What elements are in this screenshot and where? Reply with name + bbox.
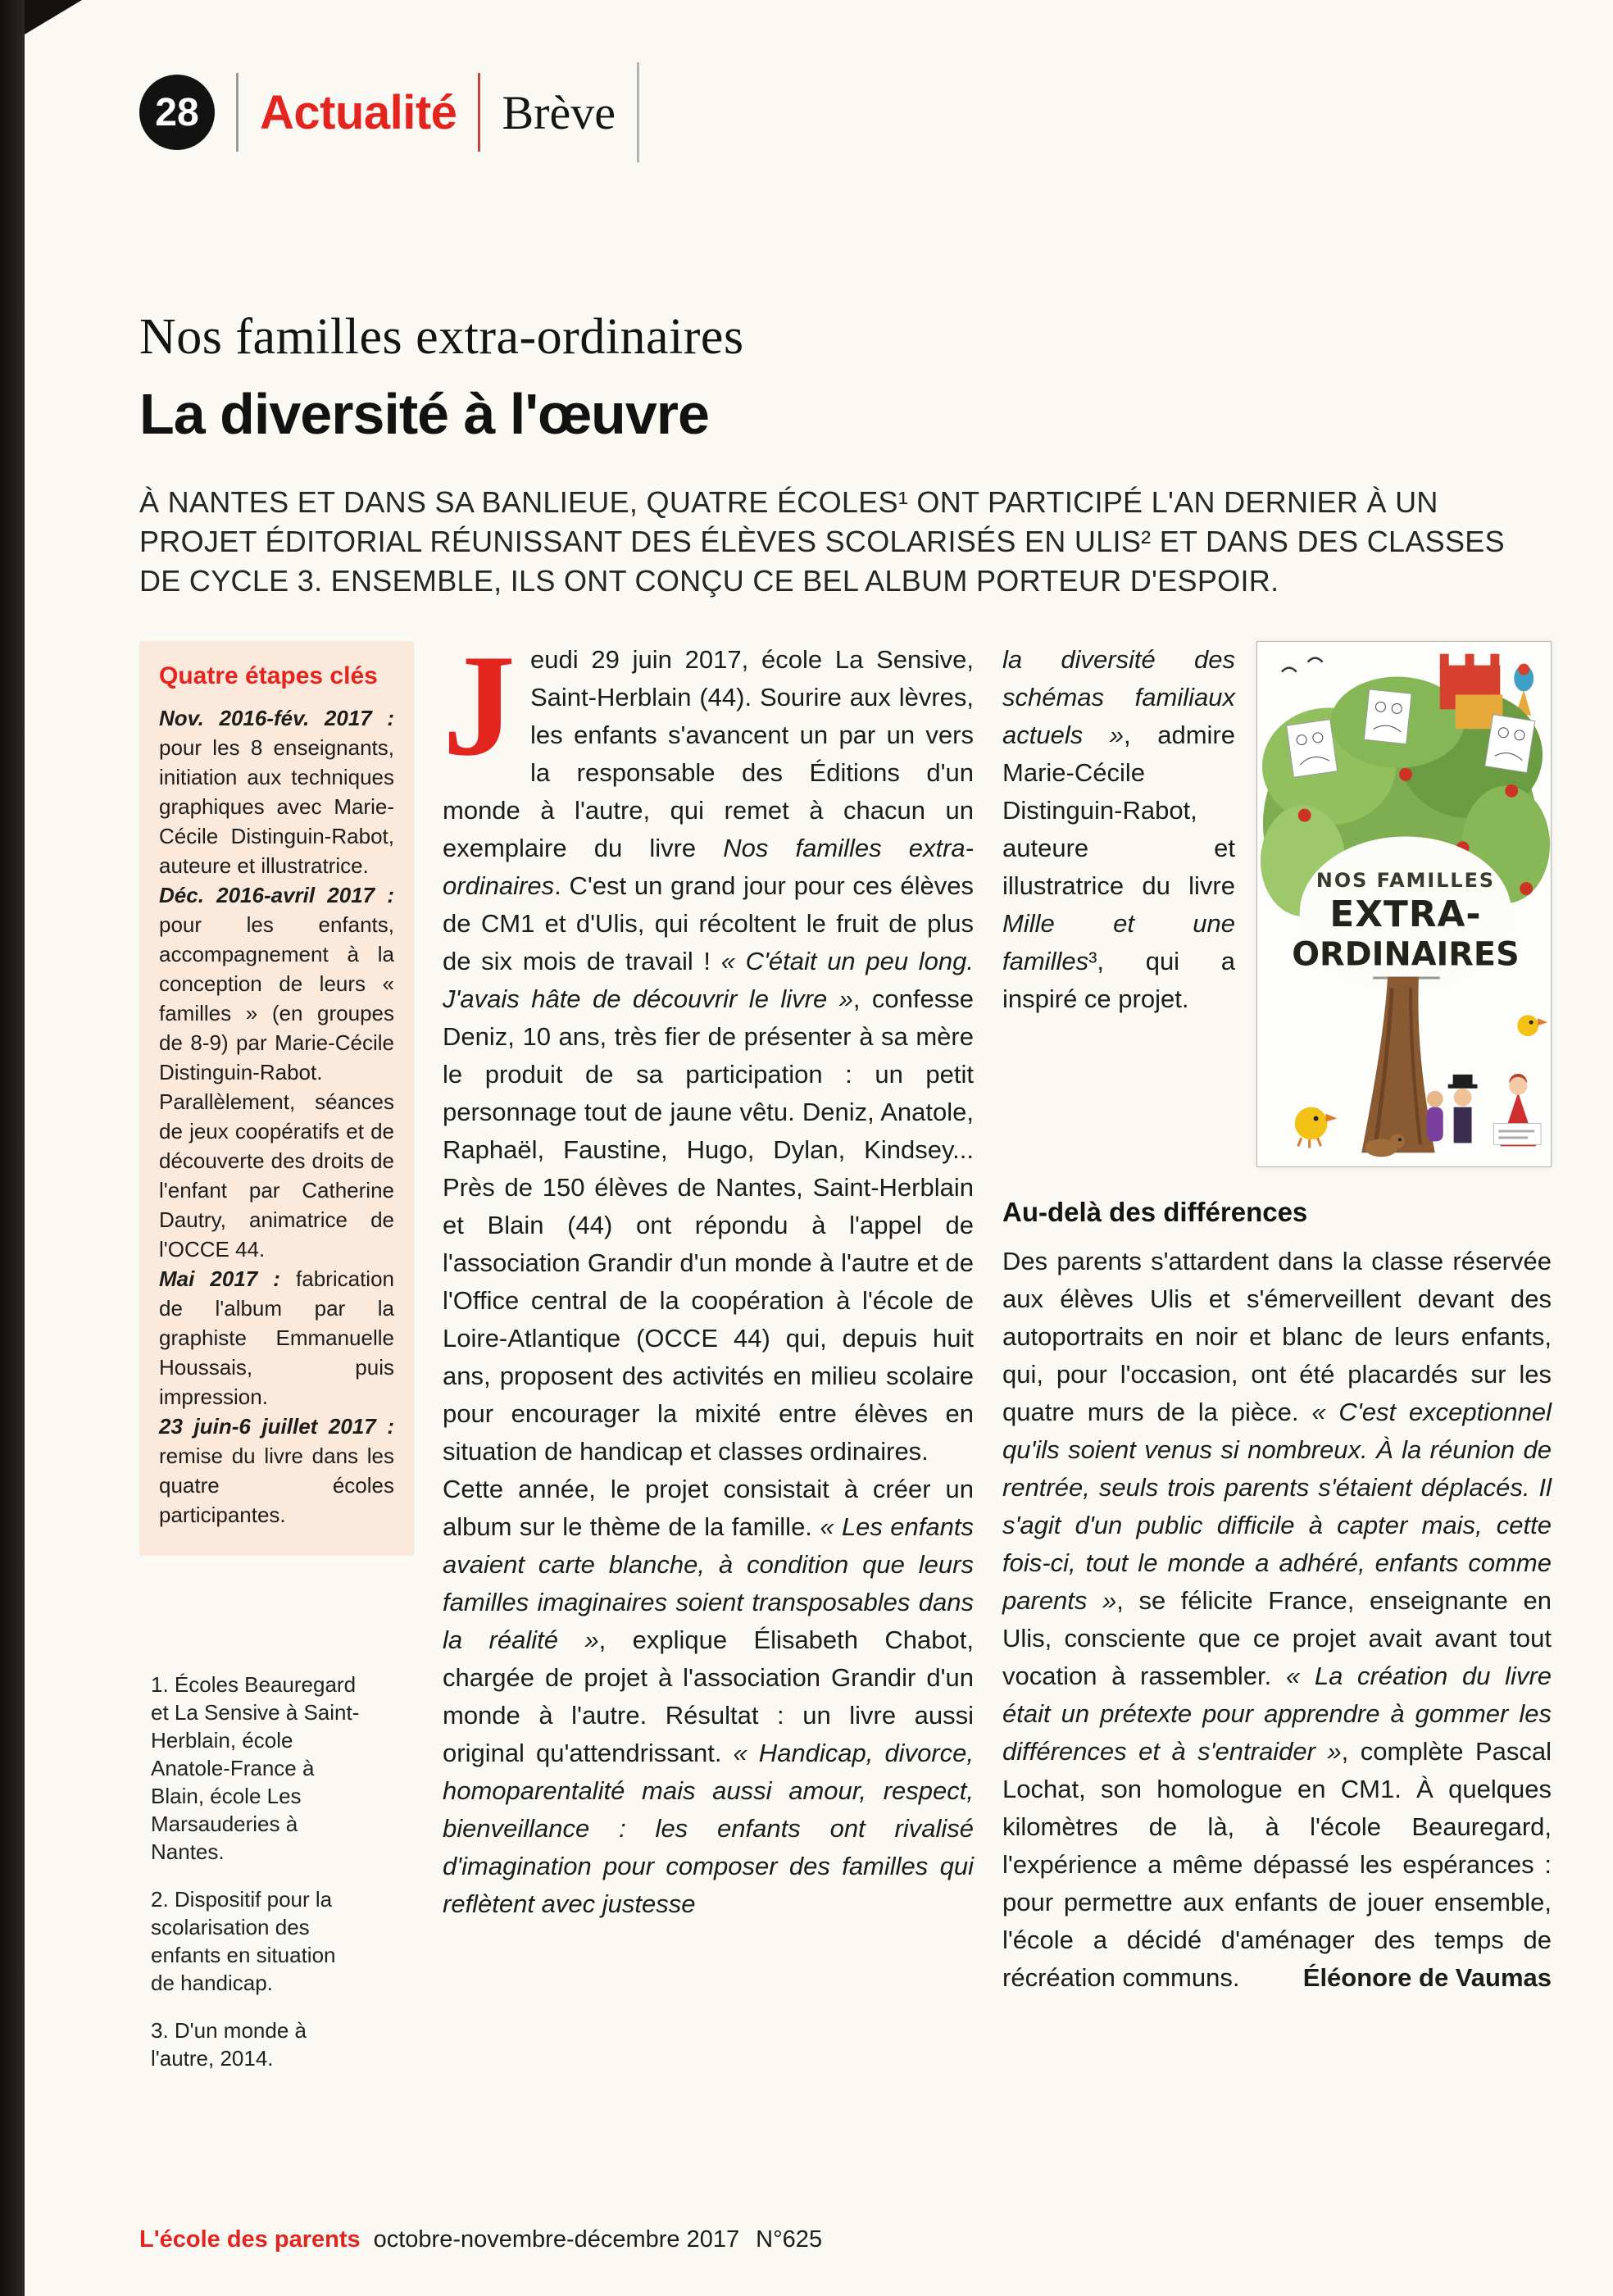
paragraph-text: la diversité des schémas familiaux actuels », admire Marie-Cécile Distinguin-Rabot, auteure et illustratrice du livre Mille et une familles³, qui a inspiré ce projet. xyxy=(1002,644,1235,1013)
footnote-2: 2. Dispositif pour la scolarisation des enfants en situation de handicap. xyxy=(151,1886,336,1995)
step-date-label: Mai 2017 : xyxy=(159,1266,280,1291)
page-header xyxy=(139,62,1552,162)
magazine-name: L'école des parents xyxy=(139,2226,361,2253)
continuation-column xyxy=(1002,641,1235,1167)
step-text: fabrication de l'album par la graphiste Emmanuelle Houssais, puis impression. xyxy=(159,1266,394,1409)
body-paragraph-continuation xyxy=(1002,641,1235,1018)
book-cover xyxy=(1256,641,1552,1167)
page-footer xyxy=(139,2226,822,2253)
purple-figure-icon xyxy=(1427,1090,1443,1141)
key-step xyxy=(159,703,394,880)
article-columns xyxy=(139,623,1552,2092)
body-paragraph-1 xyxy=(443,623,974,1471)
step-date-label: Nov. 2016-fév. 2017 : xyxy=(159,705,394,730)
publisher-label xyxy=(1493,1123,1541,1144)
header-divider xyxy=(637,62,639,162)
article-standfirst: À NANTES ET DANS SA BANLIEUE, QUATRE ÉCOLES¹ ONT PARTICIPÉ L'AN DERNIER À UN PROJET ÉDITORIAL RÉUNISSANT DES ÉLÈVES SCOLARISÉS EN ULIS² ET DANS DES CLASSES DE CYCLE 3. ENSEMBLE, ILS ONT CONÇU CE BEL ALBUM PORTEUR D'ESPOIR. xyxy=(139,485,1505,598)
article-kicker: Nos familles extra-ordinaires xyxy=(139,309,744,365)
issue-number: N°625 xyxy=(756,2226,823,2253)
header-divider xyxy=(236,73,239,152)
section-label: Actualité xyxy=(260,85,457,139)
key-step xyxy=(159,880,394,1264)
rubric-label: Brève xyxy=(502,85,616,139)
step-text: pour les 8 enseignants, initiation aux techniques graphiques avec Marie-Cécile Distinguin-Rabot, auteure et illustratrice. xyxy=(159,734,394,878)
body-paragraph-2 xyxy=(443,1471,974,1923)
key-steps-title: Quatre étapes clés xyxy=(159,662,378,689)
paragraph-text: eudi 29 juin 2017, école La Sensive, Saint-Herblain (44). Sourire aux lèvres, les enfants s'avancent un par un vers la responsable des Éditions d'un monde à l'autre, qui remet à chacun un exemplaire du livre Nos familles extra-ordinaires. C'est un grand jour pour ces élèves de CM1 et d'Ulis, qui récoltent le fruit de plus de six mois de travail ! « C'était un peu long. J'avais hâte de découvrir le livre », confesse Deniz, 10 ans, très fier de présenter à sa mère le produit de sa participation : un petit personnage tout de jaune vêtu. Deniz, Anatole, Raphaël, Faustine, Hugo, Dylan, Kindsey... Près de 150 élèves de Nantes, Saint-Herblain et Blain (44) ont répondu à l'appel de l'association Grandir d'un monde à l'autre et de l'Office central de la coopération à l'école de Loire-Atlantique (OCCE 44) qui, depuis huit ans, proposent des activités en milieu scolaire pour encourager la mixité entre élèves en situation de handicap et classes ordinaires. xyxy=(443,644,974,1466)
book-title-bottom: ORDINAIRES xyxy=(1292,935,1520,974)
book-cover-illustration xyxy=(1257,642,1551,1166)
body-paragraph-3 xyxy=(1002,1243,1552,1997)
key-step xyxy=(159,1264,394,1412)
middle-column xyxy=(443,623,975,2092)
author-byline: Éléonore de Vaumas xyxy=(1302,1962,1552,1992)
key-steps-box xyxy=(139,641,414,1556)
book-title-mid: EXTRA- xyxy=(1329,893,1482,935)
footnotes xyxy=(139,1671,361,2072)
section-subhead: Au-delà des différences xyxy=(1002,1196,1308,1227)
right-column xyxy=(1002,641,1552,2092)
page-number-badge: 28 xyxy=(139,75,215,150)
book-title-top: NOS FAMILLES xyxy=(1315,868,1496,892)
header-divider-red xyxy=(478,73,480,152)
step-date-label: 23 juin-6 juillet 2017 : xyxy=(159,1413,394,1439)
key-step xyxy=(159,1412,394,1530)
step-text: remise du livre dans les quatre écoles participantes. xyxy=(159,1443,394,1527)
paragraph-text: Cette année, le projet consistait à créer un album sur le thème de la famille. « Les enfants avaient carte blanche, à condition que leurs familles imaginaires soient transposables dans la réalité », explique Élisabeth Chabot, chargée de projet à l'association Grandir d'un monde à l'autre. Résultat : un livre aussi original qu'attendrissant. « Handicap, divorce, homoparentalité mais aussi amour, respect, bienveillance : les enfants ont rivalisé d'imagination pour composer des familles qui reflètent avec justesse xyxy=(443,1474,975,1918)
right-top-row xyxy=(1002,641,1552,1167)
article-title: La diversité à l'œuvre xyxy=(139,382,709,446)
step-text: pour les enfants, accompagnement à la conception de leurs « familles » (en groupes de 8-9) par Marie-Cécile Distinguin-Rabot. Parallèlement, séances de jeux coopératifs et de découverte des droits de l'enfant par Catherine Dautry, animatrice de l'OCCE 44. xyxy=(159,912,394,1262)
left-column xyxy=(139,641,414,2092)
footnote-1: 1. Écoles Beauregard et La Sensive à Saint-Herblain, école Anatole-France à Blain, école Les Marsauderies à Nantes. xyxy=(151,1671,360,1864)
step-date-label: Déc. 2016-avril 2017 : xyxy=(159,882,394,907)
issue-period: octobre-novembre-décembre 2017 xyxy=(373,2226,740,2253)
paragraph-text: Des parents s'attardent dans la classe réservée aux élèves Ulis et s'émerveillent devant des autoportraits en noir et blanc de leurs enfants, qui, pour l'occasion, ont été placardés sur les quatre murs de la pièce. « C'est exceptionnel qu'ils soient venus si nombreux. À la réunion de rentrée, seuls trois parents s'étaient déplacés. Il s'agit d'un public difficile à capter mais, cette fois-ci, tout le monde a adhéré, enfants comme parents », se félicite France, enseignante en Ulis, consciente que ce projet avait avant tout vocation à rassembler. « La création du livre était un prétexte pour apprendre à gommer les différences et à s'entraider », complète Pascal Lochat, son homologue en CM1. À quelques kilomètres de là, à l'école Beauregard, l'expérience a même dépassé les espérances : pour permettre aux enfants de jouer ensemble, l'école a décidé d'aménager des temps de récréation communs. xyxy=(1002,1246,1552,1992)
footnote-3: 3. D'un monde à l'autre, 2014. xyxy=(151,2017,307,2071)
drop-cap: J xyxy=(443,623,516,786)
